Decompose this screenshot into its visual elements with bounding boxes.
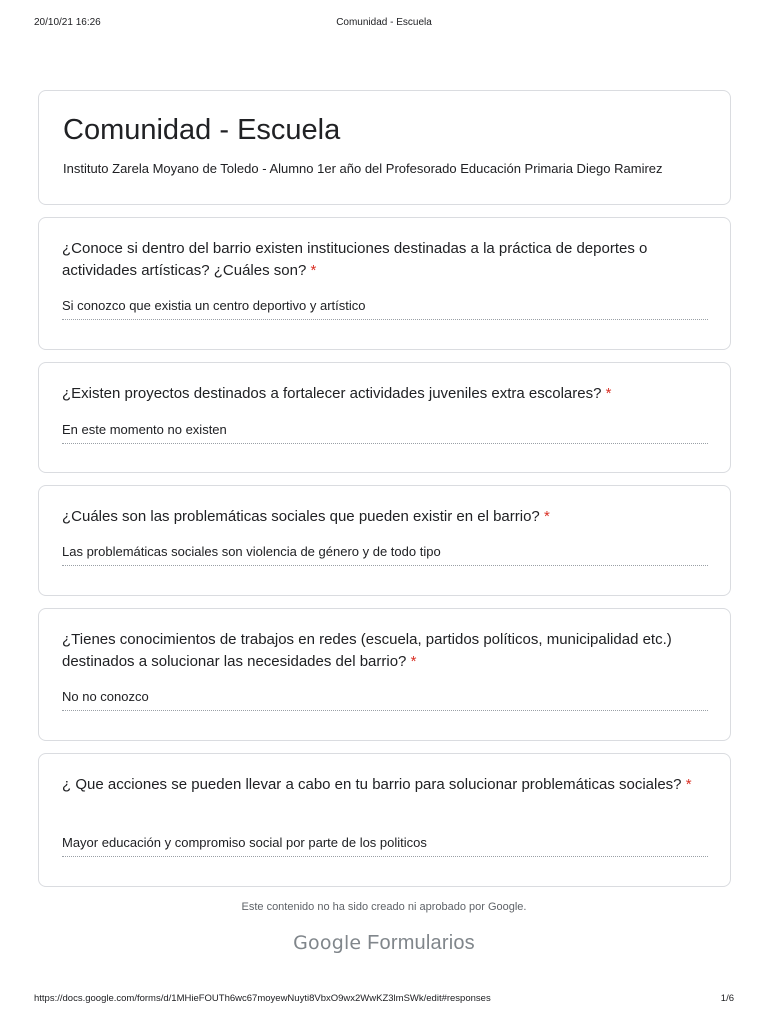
required-asterisk: * xyxy=(685,776,692,793)
required-asterisk: * xyxy=(310,262,317,279)
print-footer xyxy=(0,993,768,1007)
question-card xyxy=(38,217,731,350)
question-label: ¿Existen proyectos destinados a fortalecer actividades juveniles extra escolares? xyxy=(62,385,602,402)
print-title: Comunidad - Escuela xyxy=(336,17,432,28)
question-card xyxy=(38,608,731,741)
answer-field[interactable]: En este momento no existen xyxy=(62,422,708,444)
required-asterisk: * xyxy=(543,508,550,525)
google-forms-logo[interactable] xyxy=(0,932,768,955)
question-label: ¿ Que acciones se pueden llevar a cabo en tu barrio para solucionar problemáticas sociales? xyxy=(62,776,682,793)
answer-field[interactable]: Mayor educación y compromiso social por parte de los politicos xyxy=(62,835,708,857)
print-header xyxy=(0,17,768,31)
question-card xyxy=(38,753,731,887)
form-description: Instituto Zarela Moyano de Toledo - Alumno 1er año del Profesorado Educación Primaria Diego Ramirez xyxy=(63,161,663,176)
question-text xyxy=(62,774,712,796)
google-disclaimer: Este contenido no ha sido creado ni aprobado por Google. xyxy=(241,901,527,913)
question-text xyxy=(62,383,712,405)
question-text xyxy=(62,629,712,673)
question-label: ¿Cuáles son las problemáticas sociales que pueden existir en el barrio? xyxy=(62,508,540,525)
question-label: ¿Tienes conocimientos de trabajos en redes (escuela, partidos políticos, municipalidad etc.) destinados a solucionar las necesidades del barrio? xyxy=(62,631,672,670)
question-card xyxy=(38,485,731,596)
required-asterisk: * xyxy=(410,653,417,670)
required-asterisk: * xyxy=(605,385,612,402)
question-label: ¿Conoce si dentro del barrio existen instituciones destinadas a la práctica de deportes o actividades artísticas? ¿Cuáles son? xyxy=(62,240,648,279)
question-text xyxy=(62,238,712,282)
answer-field[interactable]: No no conozco xyxy=(62,689,708,711)
forms-wordmark: Formularios xyxy=(367,932,475,954)
question-card xyxy=(38,362,731,473)
answer-field[interactable]: Las problemáticas sociales son violencia de género y de todo tipo xyxy=(62,544,708,566)
answer-field[interactable]: Si conozco que existia un centro deportivo y artístico xyxy=(62,298,708,320)
form-title: Comunidad - Escuela xyxy=(63,114,341,146)
page-number: 1/6 xyxy=(720,993,734,1004)
google-wordmark: Google xyxy=(293,932,362,954)
form-title-card xyxy=(38,90,731,205)
question-text xyxy=(62,506,712,528)
print-datetime: 20/10/21 16:26 xyxy=(34,17,101,28)
page-url: https://docs.google.com/forms/d/1MHieFOUTh6wc67moyewNuyti8VbxO9wx2WwKZ3lmSWk/edit#responses xyxy=(34,993,491,1004)
